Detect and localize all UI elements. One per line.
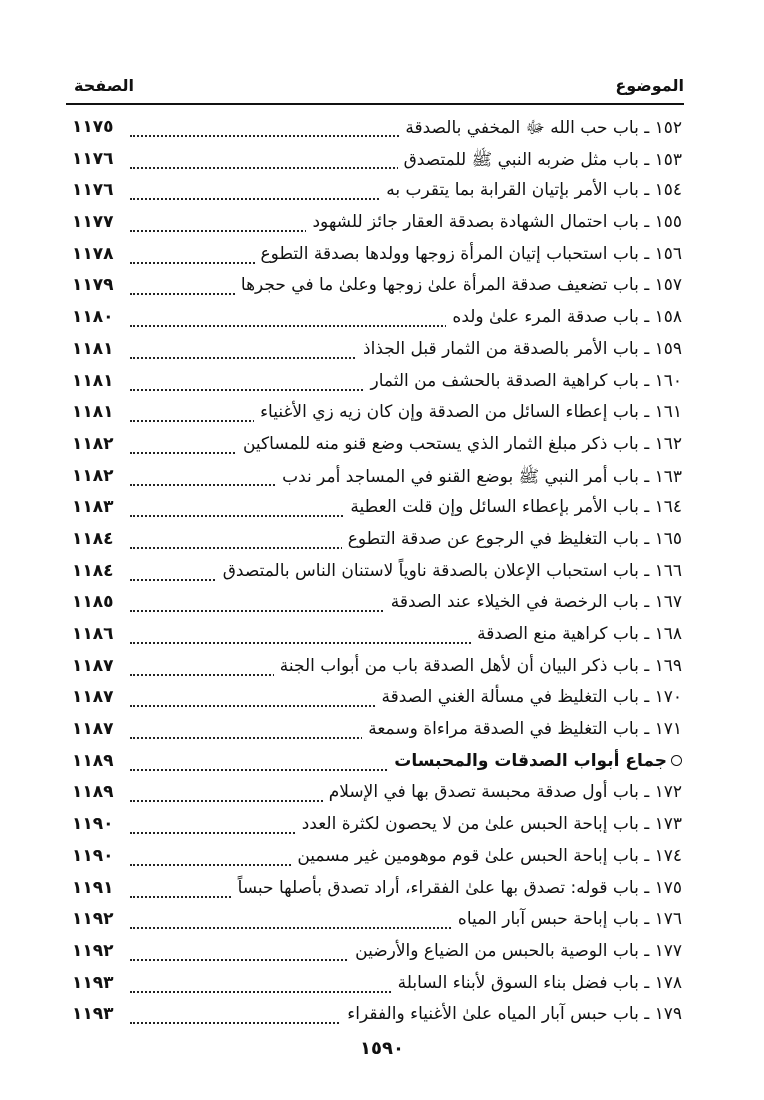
toc-entry-page: ١١٨٢ [72,434,118,454]
toc-entry-page: ١١٧٧ [72,212,118,232]
toc-entry-title-text: ١٧٤ ـ باب إباحة الحبس علىٰ قوم موهومين غير مسمين [297,845,682,866]
toc-entry [66,431,684,463]
toc-entry [66,589,684,621]
toc-entry-title-text: ١٧٦ ـ باب إباحة حبس آبار المياه [457,909,682,930]
toc-entry-page: ١١٧٦ [72,180,118,200]
toc-entry-title-text: ١٥٦ ـ باب استحباب إتيان المرأة زوجها وولدها بصدقة التطوع [260,243,682,264]
toc-entry [66,684,684,716]
toc-entry-title [274,656,682,676]
toc-entry-title-text: جماع أبواب الصدقات والمحبسات [394,750,667,771]
toc-entry-title [254,402,682,422]
toc-entry-page: ١١٨٢ [72,466,118,486]
toc-entry-title [291,846,682,866]
toc-entry-page: ١١٩٠ [72,814,118,834]
toc-entry-title-text: ١٧٨ ـ باب فضل بناء السوق لأبناء السابلة [397,972,682,993]
toc-entry [66,368,684,400]
toc-entry-title [380,180,682,200]
toc-entry-title-text: ١٧٩ ـ باب حبس آبار المياه علىٰ الأغنياء والفقراء [347,1004,682,1025]
toc-entry-page: ١١٧٨ [72,244,118,264]
toc-entry-title [349,941,682,961]
toc-entry-title [375,687,682,707]
toc-entry-page: ١١٨٩ [72,782,118,802]
toc-entry-page: ١١٨٤ [72,529,118,549]
toc-entry-title-text: ١٦٠ ـ باب كراهية الصدقة بالحشف من الثمار [370,370,682,391]
toc-entry [66,463,684,495]
toc-entry [66,241,684,273]
toc-entry-page: ١١٨٧ [72,656,118,676]
toc-entry-title [344,497,682,517]
toc-entry-page: ١١٩٣ [72,973,118,993]
toc-entry-title-text: ١٥٨ ـ باب صدقة المرء علىٰ ولده [452,307,682,328]
toc-entry-title-text: ١٥٣ ـ باب مثل ضربه النبي ﷺ للمتصدق [403,149,682,170]
toc-entry-title [255,244,682,264]
toc-entry-title [452,909,682,929]
toc-entry-title-text: ١٦١ ـ باب إعطاء السائل من الصدقة وإن كان زيه زي الأغنياء [260,402,682,423]
toc-entry [66,209,684,241]
toc-header [66,70,684,102]
toc-entry-title [471,624,682,644]
toc-entry-title [232,878,682,898]
toc-entry-page: ١١٨٧ [72,687,118,707]
toc-entry-title [276,466,682,491]
toc-entry [66,494,684,526]
toc-entry [66,1001,684,1033]
toc-entry-page: ١١٧٩ [72,275,118,295]
toc-entry [66,779,684,811]
toc-entry-title-text: ١٥٤ ـ باب الأمر بإتيان القرابة بما يتقرب به [386,180,682,201]
toc-entry-title-text: ١٦٩ ـ باب ذكر البيان أن لأهل الصدقة باب من أبواب الجنة [279,655,682,676]
toc-entry-title-text: ١٧٥ ـ باب قوله: تصدق بها علىٰ الفقراء، أراد تصدق بأصلها حبساً [237,877,682,898]
toc-entry-title [362,719,682,739]
toc-section-heading [66,748,684,780]
toc-entry [66,146,684,178]
toc-entry-title-text: ١٦٨ ـ باب كراهية منع الصدقة [477,624,682,644]
toc-entry-title-text: ١٥٥ ـ باب احتمال الشهادة بصدقة العقار جائز للشهود [312,212,682,233]
page-column-label: الصفحة [74,76,135,95]
toc-entry-title-text: ١٦٦ ـ باب استحباب الإعلان بالصدقة ناوياً لاستنان الناس بالمتصدق [222,560,682,581]
toc-entry-title-text: ١٧٠ ـ باب التغليظ في مسألة الغني الصدقة [381,687,682,708]
toc-entry-page: ١١٨١ [72,371,118,391]
toc-entry-page: ١١٨٥ [72,592,118,612]
toc-entry [66,558,684,590]
toc-entry-page: ١١٨٣ [72,497,118,517]
toc-entry-title [217,561,682,581]
toc-entry-title [235,275,682,295]
toc-entry-title-text: ١٦٢ ـ باب ذكر مبلغ الثمار الذي يستحب وضع قنو منه للمساكين [242,433,682,454]
toc-entry-title [388,751,682,771]
toc-entry [66,336,684,368]
toc-entry-title-text: ١٥٢ ـ باب حب الله ﷻ المخفي بالصدقة [405,118,682,138]
toc-entry-page: ١١٩١ [72,878,118,898]
toc-entry-title-text: ١٧١ ـ باب التغليظ في الصدقة مراءاة وسمعة [368,719,682,740]
toc-entry [66,114,684,146]
header-rule [66,103,684,105]
toc-entry-title [323,782,682,802]
toc-entry-title [296,814,682,834]
toc-entry-title-text: ١٥٩ ـ باب الأمر بالصدقة من الثمار قبل الجذاذ [363,338,682,359]
toc-entry [66,938,684,970]
toc-entry-title [306,212,682,232]
toc-entry-page: ١١٨١ [72,339,118,359]
toc-entry-title [237,434,682,454]
toc-entry [66,875,684,907]
toc-entry-page: ١١٩٠ [72,846,118,866]
toc-entry-title-text: ١٦٧ ـ باب الرخصة في الخيلاء عند الصدقة [390,592,682,613]
topic-column-label: الموضوع [615,76,684,95]
toc-entry-page: ١١٨٤ [72,561,118,581]
toc-entry [66,843,684,875]
toc-entry [66,272,684,304]
toc-entry-page: ١١٧٦ [72,149,118,169]
toc-entry-title [399,117,682,142]
toc-entry-title [385,592,682,612]
toc-entry [66,653,684,685]
toc-entry-title [341,1004,682,1024]
toc-entry [66,304,684,336]
toc-entry-title [357,339,682,359]
toc-entry-title [398,149,682,174]
toc-entry-title [342,529,682,549]
toc-entry-title [392,973,682,993]
toc-entry-page: ١١٩٢ [72,941,118,961]
page-number: ١٥٩٠ [360,1038,404,1059]
toc-entry [66,526,684,558]
toc-entry-title-text: ١٧٣ ـ باب إباحة الحبس علىٰ من لا يحصون لكثرة العدد [301,814,682,835]
toc-entry [66,399,684,431]
toc-list [66,114,684,1033]
toc-entry [66,970,684,1002]
toc-entry-page: ١١٩٢ [72,909,118,929]
toc-entry-title-text: ١٦٣ ـ باب أمر النبي ﷺ بوضع القنو في المساجد أمر ندب [282,466,682,487]
toc-entry [66,716,684,748]
section-ring-icon [671,755,682,766]
toc-entry [66,177,684,209]
toc-entry-title-text: ١٦٥ ـ باب التغليظ في الرجوع عن صدقة التطوع [347,528,682,549]
toc-entry-title-text: ١٥٧ ـ باب تضعيف صدقة المرأة علىٰ زوجها وعلىٰ ما في حجرها [240,275,682,296]
toc-entry-title [446,307,682,327]
toc-entry-page: ١١٨١ [72,402,118,422]
toc-entry-title-text: ١٧٢ ـ باب أول صدقة محبسة تصدق بها في الإسلام [328,782,682,803]
toc-entry-title-text: ١٧٧ ـ باب الوصية بالحبس من الضياع والأرضين [355,940,682,961]
toc-entry-page: ١١٨٦ [72,624,118,644]
toc-entry [66,811,684,843]
toc-entry-page: ١١٨٩ [72,751,118,771]
toc-entry-title [365,371,682,391]
toc-entry-page: ١١٧٥ [72,117,118,137]
toc-entry-title-text: ١٦٤ ـ باب الأمر بإعطاء السائل وإن قلت العطية [350,497,682,518]
toc-entry-page: ١١٩٣ [72,1004,118,1024]
toc-entry [66,906,684,938]
toc-entry [66,621,684,653]
toc-entry-page: ١١٨٧ [72,719,118,739]
toc-entry-page: ١١٨٠ [72,307,118,327]
